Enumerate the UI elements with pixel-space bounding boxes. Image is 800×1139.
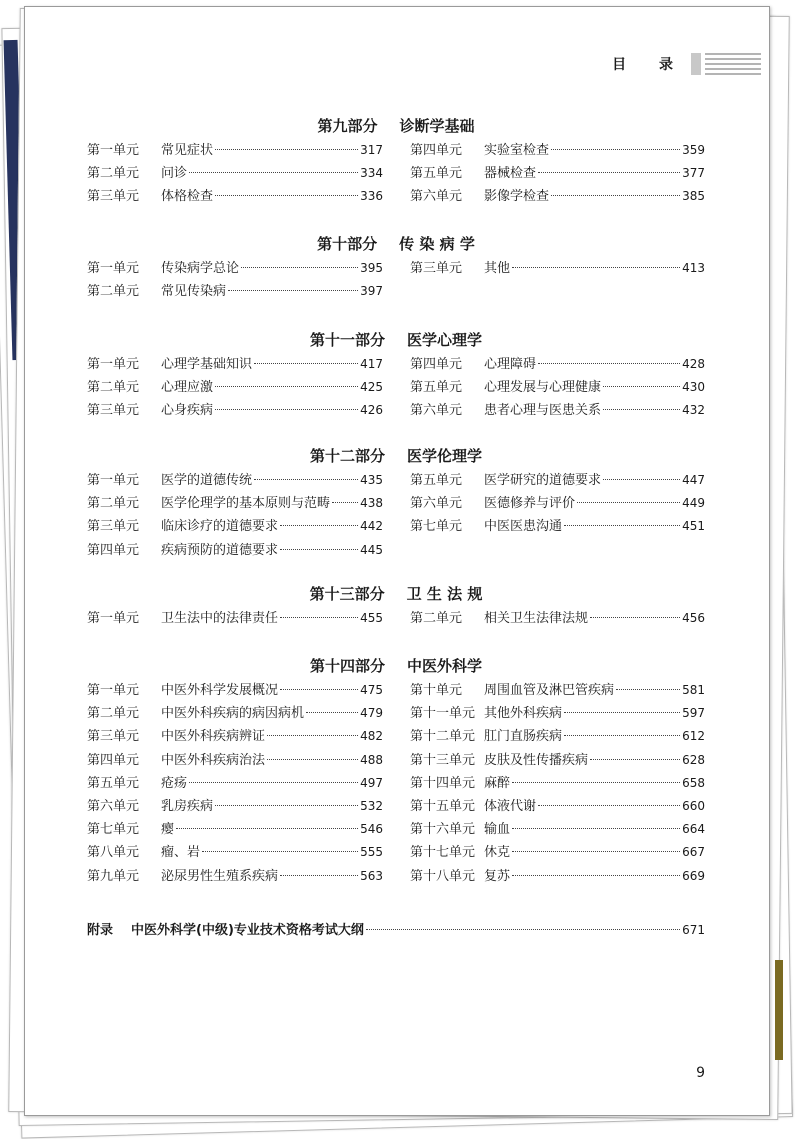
entry-title: 体液代谢 — [484, 798, 537, 814]
toc-entry[interactable] — [87, 399, 383, 422]
dot-leader — [512, 851, 680, 852]
entry-page-number: 555 — [360, 845, 383, 860]
dot-leader — [603, 386, 680, 387]
entry-title: 瘤、岩 — [161, 845, 201, 861]
unit-label: 第六单元 — [87, 798, 140, 814]
entry-page-number: 417 — [360, 357, 383, 371]
dot-leader — [215, 386, 358, 387]
dot-leader — [189, 172, 358, 173]
entry-title: 麻醉 — [484, 775, 511, 791]
toc-entry[interactable] — [410, 257, 705, 280]
entry-page-number: 413 — [682, 261, 705, 275]
dot-leader — [603, 409, 680, 410]
toc-section — [87, 113, 705, 209]
entry-page-number: 428 — [682, 357, 705, 371]
dot-leader — [564, 712, 680, 713]
entry-title: 周围血管及淋巴管疾病 — [484, 683, 615, 698]
toc-entry[interactable] — [410, 469, 705, 492]
toc-column-left — [87, 469, 383, 562]
entry-page-number: 447 — [682, 473, 705, 487]
unit-label: 第十一单元 — [410, 706, 476, 722]
section-entries — [87, 353, 705, 423]
toc-entry[interactable] — [87, 795, 383, 818]
entry-title: 输血 — [484, 822, 511, 838]
section-name: 医学心理学 — [407, 331, 483, 349]
entry-title: 问诊 — [161, 166, 188, 182]
entry-page-number: 425 — [360, 380, 383, 395]
entry-title: 中医外科疾病治法 — [161, 752, 266, 768]
entry-page-number: 377 — [682, 166, 705, 181]
unit-label: 第四单元 — [410, 357, 463, 372]
section-name: 传 染 病 学 — [399, 235, 475, 253]
entry-title: 休克 — [484, 845, 511, 861]
entry-page-number: 497 — [360, 775, 383, 790]
dot-leader — [603, 479, 680, 480]
toc-entry[interactable] — [87, 679, 383, 702]
section-entries — [87, 469, 705, 562]
unit-label: 第二单元 — [87, 166, 140, 182]
dot-leader — [590, 617, 680, 618]
toc-entry[interactable] — [87, 515, 383, 538]
toc-section — [87, 231, 705, 303]
toc-column-right — [410, 607, 705, 630]
entry-page-number: 451 — [682, 519, 705, 534]
unit-label: 第五单元 — [410, 380, 463, 396]
toc-entry[interactable] — [410, 376, 705, 399]
toc-entry[interactable] — [87, 607, 383, 630]
section-entries — [87, 607, 705, 630]
toc-column-right — [410, 353, 705, 423]
entry-title: 患者心理与医患关系 — [484, 403, 602, 419]
unit-label: 第四单元 — [87, 752, 140, 768]
entry-title: 肛门直肠疾病 — [484, 729, 563, 745]
section-title — [87, 113, 705, 139]
dot-leader — [616, 689, 680, 690]
dot-leader — [254, 363, 358, 364]
unit-label: 第四单元 — [410, 143, 463, 158]
appendix-page-number: 671 — [682, 923, 705, 937]
entry-page-number: 435 — [360, 473, 383, 487]
entry-page-number: 426 — [360, 403, 383, 418]
entry-page-number: 581 — [682, 683, 705, 697]
dot-leader — [189, 782, 358, 783]
dot-leader — [280, 875, 358, 876]
entry-title: 心身疾病 — [161, 403, 214, 419]
entry-title: 相关卫生法律法规 — [484, 611, 589, 626]
dot-leader — [538, 363, 680, 364]
dot-leader — [280, 549, 358, 550]
section-part-label: 第十二部分 — [309, 447, 385, 465]
unit-label: 第二单元 — [87, 706, 140, 722]
entry-title: 传染病学总论 — [161, 261, 240, 276]
toc-section — [87, 653, 705, 888]
dot-leader — [551, 149, 680, 150]
entry-title: 心理学基础知识 — [161, 357, 253, 372]
toc-entry[interactable] — [87, 772, 383, 795]
entry-page-number: 449 — [682, 496, 705, 511]
toc-entry[interactable] — [410, 353, 705, 376]
toc-column-left — [87, 257, 383, 303]
dot-leader — [228, 290, 358, 291]
entry-page-number: 475 — [360, 683, 383, 697]
toc-entry[interactable] — [87, 492, 383, 515]
entry-page-number: 397 — [360, 284, 383, 299]
entry-page-number: 612 — [682, 729, 705, 744]
entry-page-number: 430 — [682, 380, 705, 395]
dot-leader — [267, 735, 358, 736]
dot-leader — [215, 195, 358, 196]
section-entries — [87, 139, 705, 209]
entry-title: 医学伦理学的基本原则与范畴 — [161, 496, 331, 512]
dot-leader — [176, 828, 358, 829]
entry-page-number: 667 — [682, 845, 705, 860]
dot-leader — [564, 525, 680, 526]
toc-section — [87, 327, 705, 423]
unit-label: 第十四单元 — [410, 775, 476, 791]
entry-title: 其他 — [484, 261, 511, 276]
toc-entry[interactable] — [87, 865, 383, 888]
entry-title: 其他外科疾病 — [484, 706, 563, 722]
toc-entry[interactable] — [410, 679, 705, 702]
dot-leader — [512, 875, 680, 876]
unit-label: 第五单元 — [87, 775, 140, 791]
entry-page-number: 532 — [360, 798, 383, 813]
toc-entry[interactable] — [410, 795, 705, 818]
entry-title: 常见传染病 — [161, 284, 227, 300]
entry-page-number: 334 — [360, 166, 383, 181]
section-title — [87, 581, 705, 607]
toc-entry[interactable] — [87, 162, 383, 185]
dot-leader — [267, 759, 358, 760]
header-block-decoration — [691, 53, 701, 75]
entry-title: 中医医患沟通 — [484, 519, 563, 535]
dot-leader — [512, 782, 680, 783]
toc-entry[interactable] — [410, 772, 705, 795]
entry-title: 医德修养与评价 — [484, 496, 576, 512]
entry-title: 瘿 — [161, 822, 175, 838]
toc-entry[interactable] — [410, 139, 705, 162]
section-entries — [87, 257, 705, 303]
unit-label: 第四单元 — [87, 542, 140, 558]
header-title: 目 录 — [612, 57, 687, 73]
dot-leader — [280, 525, 358, 526]
entry-page-number: 432 — [682, 403, 705, 418]
unit-label: 第十六单元 — [410, 822, 476, 838]
entry-title: 心理应激 — [161, 380, 214, 396]
entry-title: 实验室检查 — [484, 143, 550, 158]
section-part-label: 第九部分 — [317, 117, 378, 135]
dot-leader — [254, 479, 358, 480]
entry-title: 常见症状 — [161, 143, 214, 158]
unit-label: 第六单元 — [410, 189, 463, 205]
entry-page-number: 385 — [682, 189, 705, 204]
toc-entry[interactable] — [410, 725, 705, 748]
dot-leader — [215, 149, 358, 150]
section-part-label: 第十四部分 — [309, 657, 385, 675]
toc-entry[interactable] — [410, 749, 705, 772]
unit-label: 第三单元 — [87, 403, 140, 419]
entry-page-number: 660 — [682, 798, 705, 813]
dot-leader — [202, 851, 358, 852]
entry-page-number: 445 — [360, 542, 383, 557]
unit-label: 第三单元 — [410, 261, 463, 276]
unit-label: 第六单元 — [410, 496, 463, 512]
dot-leader — [366, 929, 680, 930]
unit-label: 第二单元 — [87, 284, 140, 300]
unit-label: 第六单元 — [410, 403, 463, 419]
toc-entry[interactable] — [87, 139, 383, 162]
unit-label: 第十五单元 — [410, 798, 476, 814]
entry-page-number: 317 — [360, 143, 383, 157]
unit-label: 第三单元 — [87, 189, 140, 205]
entry-page-number: 669 — [682, 868, 705, 883]
header-lines-decoration — [705, 53, 761, 75]
entry-title: 泌尿男性生殖系疾病 — [161, 868, 279, 884]
toc-entry[interactable] — [410, 515, 705, 538]
unit-label: 第一单元 — [87, 357, 140, 372]
toc-entry[interactable] — [410, 399, 705, 422]
dot-leader — [590, 759, 680, 760]
toc-entry[interactable] — [87, 469, 383, 492]
section-title — [87, 231, 705, 257]
entry-title: 影像学检查 — [484, 189, 550, 205]
unit-label: 第二单元 — [87, 496, 140, 512]
entry-title: 中医外科疾病的病因病机 — [161, 706, 305, 722]
appendix-label: 附录 — [87, 923, 114, 938]
toc-entry[interactable] — [87, 702, 383, 725]
entry-page-number: 482 — [360, 729, 383, 744]
appendix-title: 中医外科学(中级)专业技术资格考试大纲 — [131, 923, 364, 938]
toc-entry[interactable] — [410, 865, 705, 888]
entry-page-number: 628 — [682, 752, 705, 767]
unit-label: 第二单元 — [87, 380, 140, 396]
toc-column-left — [87, 353, 383, 423]
section-part-label: 第十一部分 — [309, 331, 385, 349]
toc-entry[interactable] — [410, 492, 705, 515]
dot-leader — [551, 195, 680, 196]
entry-page-number: 455 — [360, 611, 383, 625]
toc-entry[interactable] — [87, 539, 383, 562]
section-entries — [87, 679, 705, 888]
running-header — [612, 53, 761, 75]
dot-leader — [215, 805, 358, 806]
section-title — [87, 327, 705, 353]
dot-leader — [241, 267, 358, 268]
toc-column-left — [87, 679, 383, 888]
appendix-entry[interactable] — [87, 919, 705, 938]
entry-title: 乳房疾病 — [161, 798, 214, 814]
unit-label: 第十七单元 — [410, 845, 476, 861]
entry-page-number: 479 — [360, 706, 383, 721]
dot-leader — [538, 805, 680, 806]
page-number: 9 — [696, 1065, 705, 1081]
unit-label: 第七单元 — [410, 519, 463, 535]
unit-label: 第八单元 — [87, 845, 140, 861]
entry-title: 医学研究的道德要求 — [484, 473, 602, 488]
toc-section — [87, 443, 705, 562]
section-title — [87, 653, 705, 679]
section-part-label: 第十部分 — [317, 235, 378, 253]
entry-page-number: 546 — [360, 822, 383, 837]
dot-leader — [564, 735, 680, 736]
entry-page-number: 658 — [682, 775, 705, 790]
unit-label: 第一单元 — [87, 261, 140, 276]
toc-entry[interactable] — [87, 818, 383, 841]
toc-entry[interactable] — [410, 162, 705, 185]
entry-title: 卫生法中的法律责任 — [161, 611, 279, 626]
dot-leader — [280, 617, 358, 618]
toc-entry[interactable] — [87, 376, 383, 399]
entry-title: 中医外科学发展概况 — [161, 683, 279, 698]
unit-label: 第十单元 — [410, 683, 463, 698]
entry-title: 疮疡 — [161, 775, 188, 791]
section-title — [87, 443, 705, 469]
entry-title: 皮肤及性传播疾病 — [484, 752, 589, 768]
toc-page — [24, 6, 770, 1116]
unit-label: 第一单元 — [87, 143, 140, 158]
entry-page-number: 395 — [360, 261, 383, 275]
toc-entry[interactable] — [410, 185, 705, 208]
toc-entry[interactable] — [410, 818, 705, 841]
unit-label: 第五单元 — [410, 166, 463, 182]
entry-title: 临床诊疗的道德要求 — [161, 519, 279, 535]
unit-label: 第三单元 — [87, 519, 140, 535]
unit-label: 第三单元 — [87, 729, 140, 745]
dot-leader — [512, 828, 680, 829]
section-name: 诊断学基础 — [399, 117, 475, 135]
toc-column-right — [410, 139, 705, 209]
entry-title: 中医外科疾病辨证 — [161, 729, 266, 745]
toc-entry[interactable] — [87, 280, 383, 303]
toc-column-right — [410, 257, 705, 280]
toc-entry[interactable] — [87, 257, 383, 280]
entry-page-number: 597 — [682, 706, 705, 721]
entry-title: 心理障碍 — [484, 357, 537, 372]
toc-entry[interactable] — [87, 725, 383, 748]
dot-leader — [538, 172, 680, 173]
section-part-label: 第十三部分 — [309, 585, 385, 603]
toc-column-right — [410, 469, 705, 539]
dot-leader — [577, 502, 680, 503]
entry-page-number: 359 — [682, 143, 705, 157]
section-name: 中医外科学 — [407, 657, 483, 675]
toc-column-left — [87, 607, 383, 630]
dot-leader — [280, 689, 358, 690]
dot-leader — [215, 409, 358, 410]
entry-page-number: 336 — [360, 189, 383, 204]
unit-label: 第十八单元 — [410, 868, 476, 884]
dot-leader — [332, 502, 358, 503]
toc-entry[interactable] — [87, 749, 383, 772]
entry-page-number: 442 — [360, 519, 383, 534]
entry-page-number: 488 — [360, 752, 383, 767]
unit-label: 第十二单元 — [410, 729, 476, 745]
unit-label: 第二单元 — [410, 611, 463, 626]
dot-leader — [512, 267, 680, 268]
toc-entry[interactable] — [410, 607, 705, 630]
section-name: 医学伦理学 — [407, 447, 483, 465]
dot-leader — [306, 712, 358, 713]
entry-title: 复苏 — [484, 868, 511, 884]
entry-title: 医学的道德传统 — [161, 473, 253, 488]
toc-column-left — [87, 139, 383, 209]
entry-title: 疾病预防的道德要求 — [161, 542, 279, 558]
unit-label: 第五单元 — [410, 473, 463, 488]
entry-page-number: 664 — [682, 822, 705, 837]
toc-entry[interactable] — [87, 841, 383, 864]
entry-title: 器械检查 — [484, 166, 537, 182]
unit-label: 第九单元 — [87, 868, 140, 884]
toc-column-right — [410, 679, 705, 888]
toc-entry[interactable] — [410, 841, 705, 864]
unit-label: 第一单元 — [87, 683, 140, 698]
unit-label: 第七单元 — [87, 822, 140, 838]
section-name: 卫 生 法 规 — [406, 585, 483, 603]
entry-title: 心理发展与心理健康 — [484, 380, 602, 396]
toc-entry[interactable] — [87, 353, 383, 376]
entry-title: 体格检查 — [161, 189, 214, 205]
unit-label: 第十三单元 — [410, 752, 476, 768]
toc-entry[interactable] — [87, 185, 383, 208]
toc-entry[interactable] — [410, 702, 705, 725]
toc-section — [87, 581, 705, 630]
unit-label: 第一单元 — [87, 611, 140, 626]
entry-page-number: 438 — [360, 496, 383, 511]
entry-page-number: 563 — [360, 868, 383, 883]
unit-label: 第一单元 — [87, 473, 140, 488]
cover-edge-strip — [775, 960, 783, 1060]
entry-page-number: 456 — [682, 611, 705, 625]
